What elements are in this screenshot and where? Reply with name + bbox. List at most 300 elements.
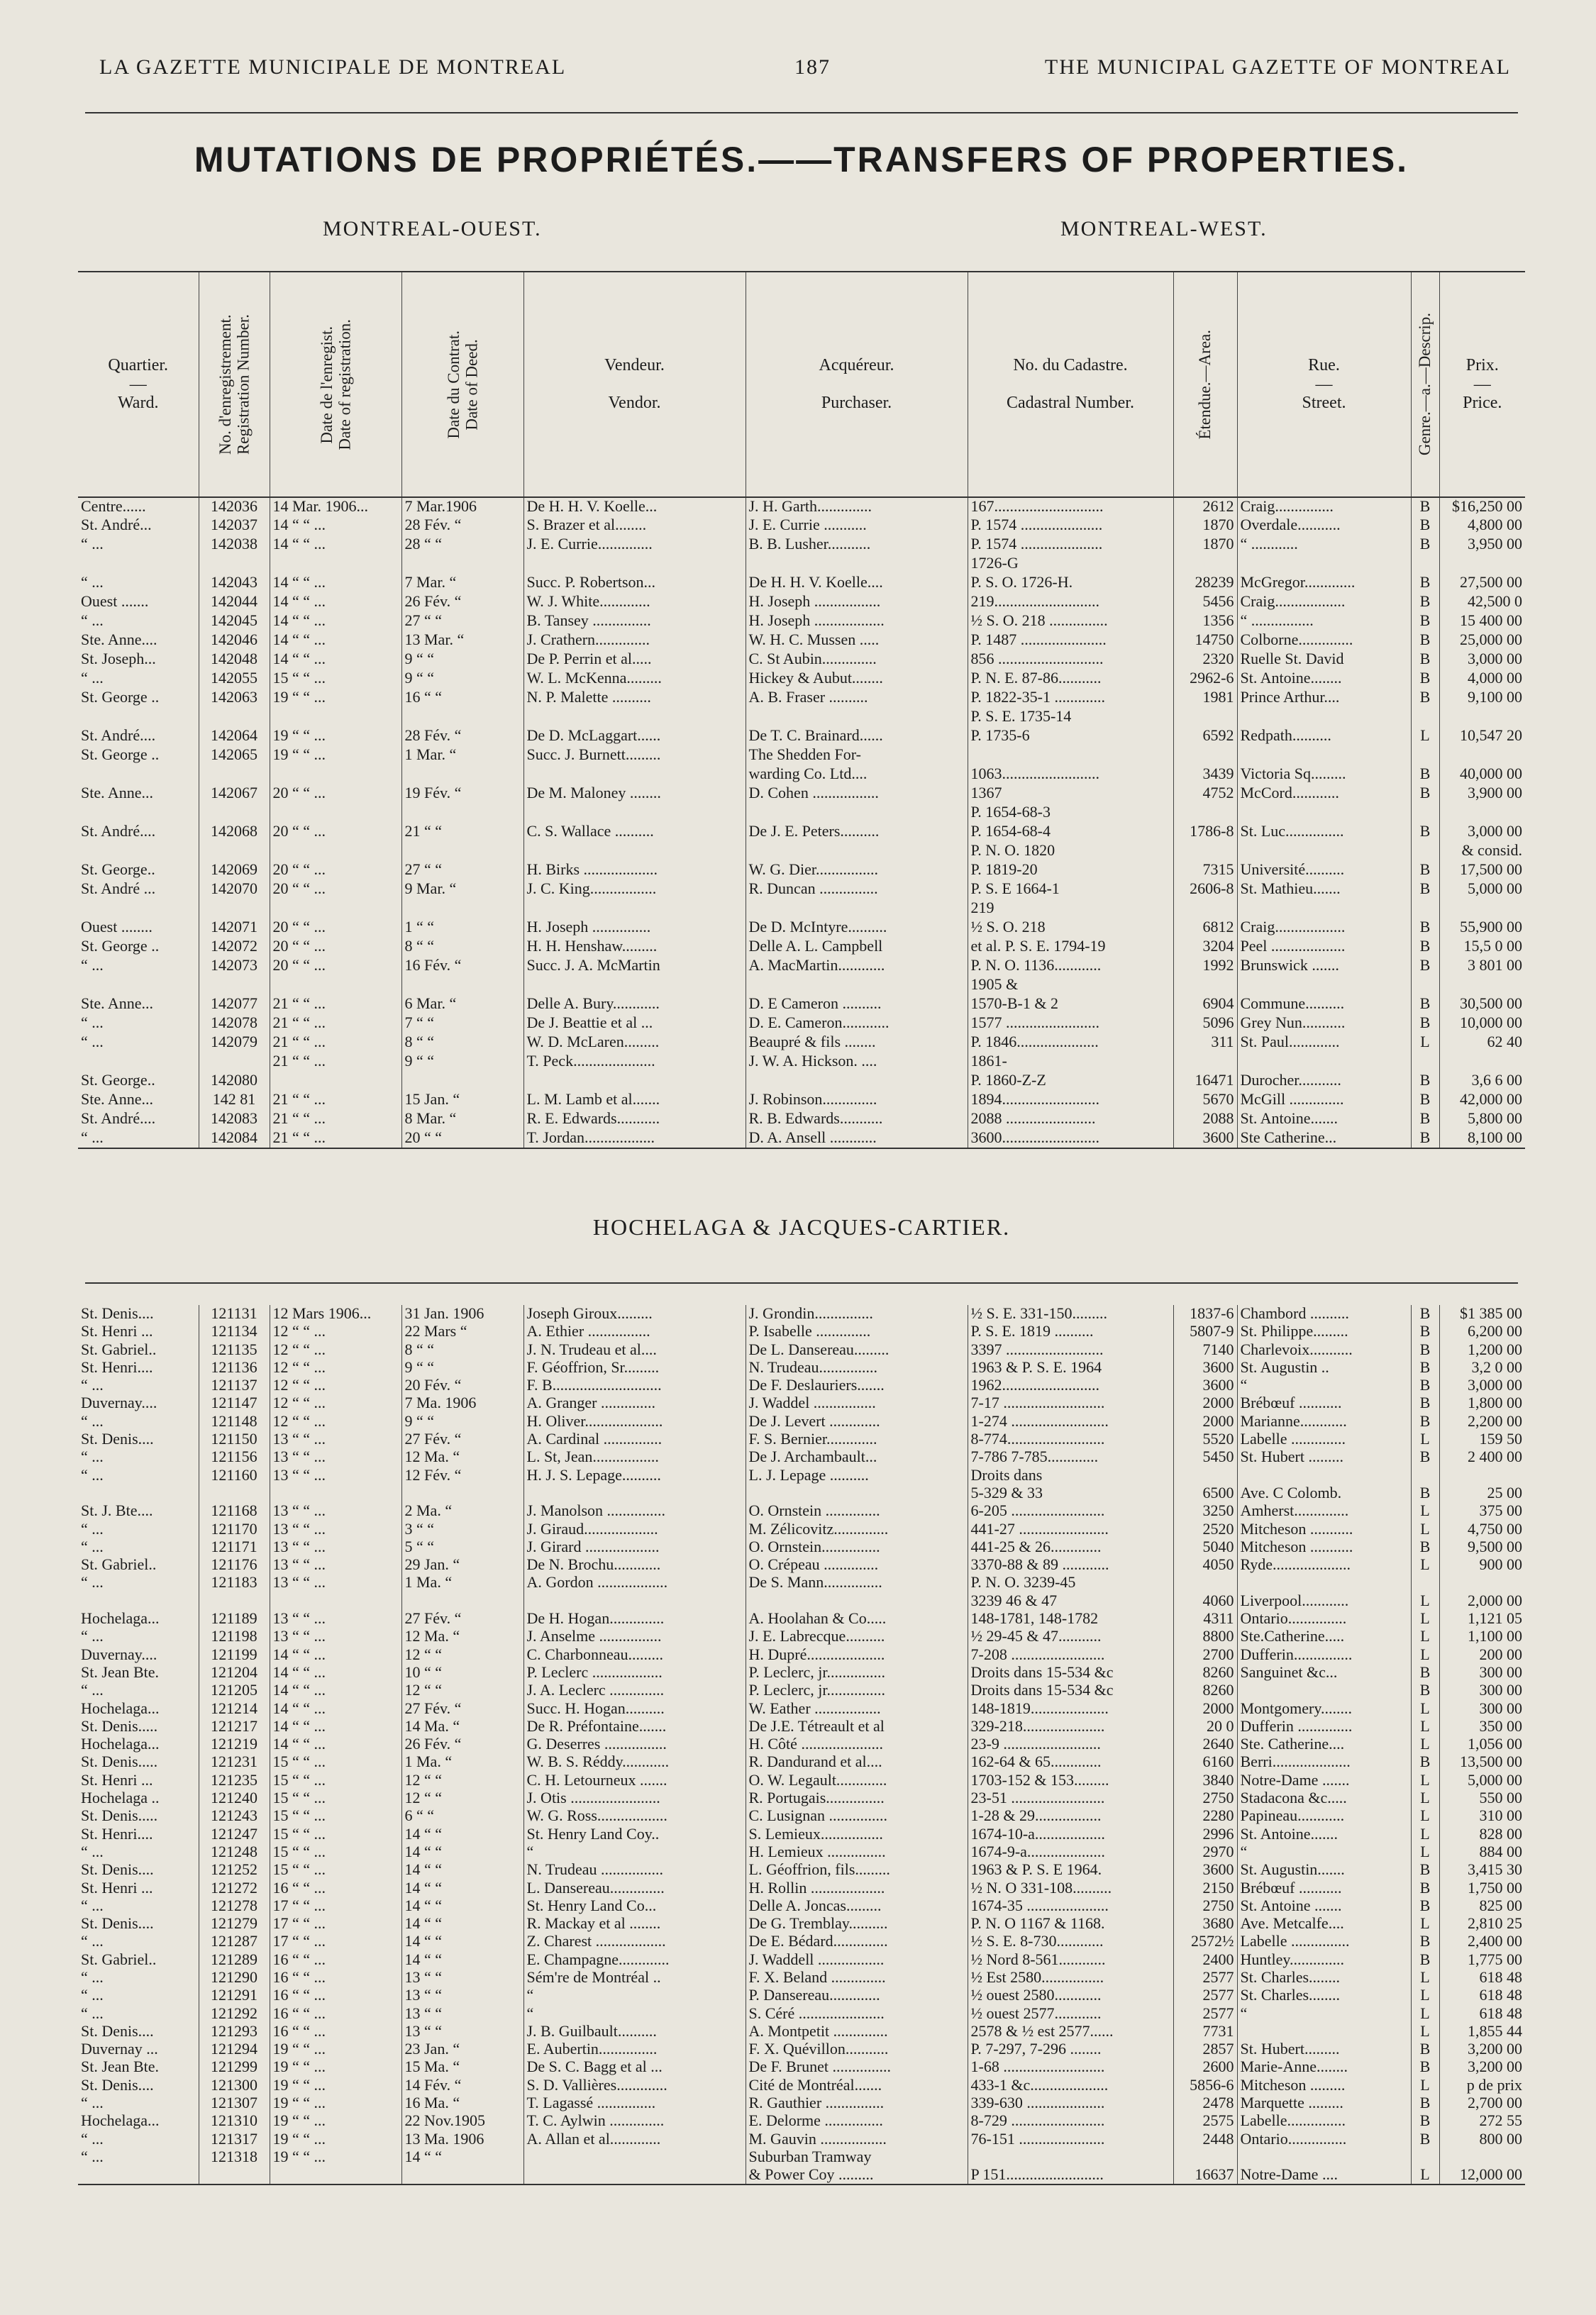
cell-cadastral-number: ½ S. E. 331-150.........	[968, 1305, 1173, 1323]
cell-cadastral-number: 2578 & ½ est 2577......	[968, 2023, 1173, 2041]
cell-street: “	[1237, 1843, 1411, 1861]
col-deed-date: Date du Contrat. Date of Deed.	[401, 272, 523, 497]
cell-registration-number: 121170	[199, 1521, 270, 1538]
cell-price: 9,100 00	[1439, 689, 1525, 708]
cell-cadastral-number: 3370-88 & 89 ............	[968, 1556, 1173, 1574]
cell-description: B	[1411, 689, 1439, 708]
cell-purchaser: J. W. A. Hickson. ....	[746, 1053, 968, 1072]
cell-registration-number: 121289	[199, 1951, 270, 1969]
cell-street: Mitcheson ...........	[1237, 1521, 1411, 1538]
cell-price: 17,500 00	[1439, 861, 1525, 880]
table-row	[78, 1843, 1525, 1861]
cell-cadastral-number: 1-274 .........................	[968, 1413, 1173, 1431]
cell-price: 13,500 00	[1439, 1753, 1525, 1771]
cell-deed-date: 2 Ma. “	[401, 1502, 523, 1520]
cell-description: L	[1411, 1521, 1439, 1538]
cell-purchaser: De J. Levert .............	[746, 1413, 968, 1431]
cell-price: 3,200 00	[1439, 2041, 1525, 2058]
cell-deed-date: 22 Mars “	[401, 1323, 523, 1340]
cell-description: B	[1411, 574, 1439, 593]
cell-area: 2577	[1173, 2005, 1237, 2023]
cell-registration-number: 142063	[199, 689, 270, 708]
cell-description: B	[1411, 861, 1439, 880]
cell-price: 2,200 00	[1439, 1413, 1525, 1431]
table-row	[78, 880, 1525, 899]
table-row	[78, 1484, 1525, 1502]
table-row	[78, 516, 1525, 535]
table-row	[78, 899, 1525, 918]
cell-area: 5520	[1173, 1431, 1237, 1448]
cell-purchaser: Cité de Montréal.......	[746, 2077, 968, 2094]
cell-street: St. Hubert .........	[1237, 1448, 1411, 1466]
cell-vendor: C. Charbonneau.........	[523, 1646, 746, 1664]
cell-deed-date: 14 “ “	[401, 1861, 523, 1879]
cell-street: Grey Nun...........	[1237, 1014, 1411, 1033]
cell-price: 42,000 00	[1439, 1091, 1525, 1110]
cell-area: 3250	[1173, 1502, 1237, 1520]
cell-purchaser: L. Géoffrion, fils.........	[746, 1861, 968, 1879]
cell-description: B	[1411, 1484, 1439, 1502]
cell-vendor	[523, 1072, 746, 1091]
cell-ward: “ ...	[81, 1574, 104, 1592]
cell-deed-date	[401, 842, 523, 861]
cell-area: 3600	[1173, 1377, 1237, 1394]
cell-cadastral-number: 167............................	[968, 497, 1173, 516]
cell-cadastral-number: 1962.........................	[968, 1377, 1173, 1394]
cell-deed-date: 14 “ “	[401, 1897, 523, 1915]
cell-area: 2750	[1173, 1789, 1237, 1807]
cell-registration-date: 19 “ “ ...	[270, 2112, 401, 2130]
cell-price: 3,950 00	[1439, 535, 1525, 555]
cell-street: Mitcheson .........	[1237, 2077, 1411, 2094]
cell-street	[1237, 1053, 1411, 1072]
cell-deed-date: 9 “ “	[401, 670, 523, 689]
cell-street: Sanguinet &c...	[1237, 1664, 1411, 1682]
cell-street: Notre-Dame ....	[1237, 2166, 1411, 2184]
cell-registration-number: 121248	[199, 1843, 270, 1861]
cell-street: Berri....................	[1237, 1753, 1411, 1771]
cell-vendor: S. D. Vallières.............	[523, 2077, 746, 2094]
cell-ward: St. George ..	[81, 689, 160, 706]
cell-vendor: De H. H. V. Koelle...	[523, 497, 746, 516]
cell-area: 311	[1173, 1033, 1237, 1053]
cell-ward: St. Henri....	[81, 1825, 153, 1843]
cell-registration-date: 20 “ “ ...	[270, 861, 401, 880]
cell-price: 2,000 00	[1439, 1592, 1525, 1610]
cell-price: 550 00	[1439, 1789, 1525, 1807]
cell-registration-number: 142070	[199, 880, 270, 899]
cell-purchaser: P. Leclerc, jr...............	[746, 1664, 968, 1682]
cell-price: 4,750 00	[1439, 1521, 1525, 1538]
cell-area: 1992	[1173, 957, 1237, 976]
cell-description: B	[1411, 535, 1439, 555]
cell-ward: “ ...	[81, 1843, 104, 1860]
transfers-table-montreal-west	[78, 271, 1525, 1149]
table-row	[78, 1502, 1525, 1520]
cell-deed-date: 12 Ma. “	[401, 1628, 523, 1645]
cell-registration-date: 21 “ “ ...	[270, 995, 401, 1014]
cell-deed-date: 9 “ “	[401, 650, 523, 670]
cell-area: 2000	[1173, 1394, 1237, 1412]
cell-vendor: De N. Brochu............	[523, 1556, 746, 1574]
cell-price: 800 00	[1439, 2131, 1525, 2148]
cell-deed-date: 21 “ “	[401, 823, 523, 842]
cell-street: Papineau............	[1237, 1807, 1411, 1825]
cell-description	[1411, 804, 1439, 823]
cell-ward	[78, 1484, 199, 1502]
cell-purchaser: D. E. Cameron............	[746, 1014, 968, 1033]
cell-registration-number: 121240	[199, 1789, 270, 1807]
table-row	[78, 804, 1525, 823]
cell-cadastral-number: 1894.........................	[968, 1091, 1173, 1110]
cell-cadastral-number: ½ ouest 2580............	[968, 1987, 1173, 2004]
table-row	[78, 1129, 1525, 1148]
cell-description: B	[1411, 765, 1439, 784]
table-row	[78, 1359, 1525, 1377]
cell-price: 27,500 00	[1439, 574, 1525, 593]
cell-vendor: Succ. H. Hogan..........	[523, 1700, 746, 1718]
cell-ward: Ouest ........	[81, 918, 153, 936]
table-row	[78, 1556, 1525, 1574]
cell-deed-date: 6 “ “	[401, 1807, 523, 1825]
cell-description: L	[1411, 2166, 1439, 2184]
cell-price: 1,121 05	[1439, 1610, 1525, 1628]
cell-deed-date: 9 “ “	[401, 1359, 523, 1377]
cell-registration-date: 13 “ “ ...	[270, 1610, 401, 1628]
cell-cadastral-number: 7-17 ..........................	[968, 1394, 1173, 1412]
cell-registration-date: 20 “ “ ...	[270, 880, 401, 899]
cell-cadastral-number: 3397 .........................	[968, 1341, 1173, 1359]
cell-street	[1237, 708, 1411, 727]
table-row	[78, 535, 1525, 555]
cell-street	[1237, 2148, 1411, 2166]
cell-price: 30,500 00	[1439, 995, 1525, 1014]
cell-ward: St. Denis.....	[81, 1807, 158, 1825]
cell-vendor: St. Henry Land Coy..	[523, 1826, 746, 1843]
cell-price: 9,500 00	[1439, 1538, 1525, 1556]
cell-price: 10,547 20	[1439, 727, 1525, 746]
cell-area: 2996	[1173, 1826, 1237, 1843]
cell-vendor: N. P. Malette ..........	[523, 689, 746, 708]
cell-cadastral-number	[968, 2148, 1173, 2166]
cell-registration-number: 121217	[199, 1718, 270, 1736]
cell-registration-date	[270, 555, 401, 574]
cell-street: Peel ...................	[1237, 938, 1411, 957]
cell-registration-date: 16 “ “ ...	[270, 2023, 401, 2041]
cell-cadastral-number: 441-25 & 26.............	[968, 1538, 1173, 1556]
cell-price: 15,5 0 00	[1439, 938, 1525, 957]
cell-description	[1411, 1574, 1439, 1592]
cell-area: 3600	[1173, 1359, 1237, 1377]
cell-vendor: A. Granger ..............	[523, 1394, 746, 1412]
cell-purchaser: De J.E. Tétreault et al	[746, 1718, 968, 1736]
cell-ward: Duvernay....	[81, 1394, 157, 1412]
cell-cadastral-number: 1861-	[968, 1053, 1173, 1072]
table-row	[78, 784, 1525, 804]
table-row	[78, 1880, 1525, 1897]
cell-street: Chambord ..........	[1237, 1305, 1411, 1323]
cell-vendor	[523, 842, 746, 861]
cell-ward	[78, 1053, 199, 1072]
cell-registration-number: 121231	[199, 1753, 270, 1771]
section-title-hochelaga: HOCHELAGA & JACQUES-CARTIER.	[592, 1214, 1011, 1240]
cell-cadastral-number: ½ ouest 2577............	[968, 2005, 1173, 2023]
cell-price: 5,000 00	[1439, 1772, 1525, 1789]
cell-street: St. Paul.............	[1237, 1033, 1411, 1053]
cell-price	[1439, 555, 1525, 574]
cell-area	[1173, 746, 1237, 765]
cell-vendor: W. D. McLaren.........	[523, 1033, 746, 1053]
cell-area: 5807-9	[1173, 1323, 1237, 1340]
cell-description: B	[1411, 1110, 1439, 1129]
cell-purchaser: J. Robinson..............	[746, 1091, 968, 1110]
cell-ward: Hochelaga...	[81, 1610, 160, 1628]
cell-vendor: N. Trudeau ................	[523, 1861, 746, 1879]
cell-cadastral-number: P. N. O. 3239-45	[968, 1574, 1173, 1592]
table-row	[78, 1538, 1525, 1556]
cell-vendor: H. J. S. Lepage..........	[523, 1467, 746, 1484]
cell-registration-number: 142069	[199, 861, 270, 880]
cell-registration-number: 142079	[199, 1033, 270, 1053]
cell-registration-number: 121131	[199, 1305, 270, 1323]
cell-area	[1173, 708, 1237, 727]
table-row	[78, 2094, 1525, 2112]
table-row	[78, 631, 1525, 650]
cell-registration-date: 15 “ “ ...	[270, 1807, 401, 1825]
cell-description	[1411, 842, 1439, 861]
cell-ward: St. Denis....	[81, 1915, 154, 1933]
cell-purchaser	[746, 842, 968, 861]
cell-cadastral-number: P. S. E 1664-1	[968, 880, 1173, 899]
cell-price	[1439, 1467, 1525, 1484]
cell-price: 2,400 00	[1439, 1933, 1525, 1950]
cell-area: 3439	[1173, 765, 1237, 784]
table-row	[78, 2131, 1525, 2148]
cell-vendor: Succ. P. Robertson...	[523, 574, 746, 593]
table-row	[78, 861, 1525, 880]
cell-street: Dufferin...............	[1237, 1646, 1411, 1664]
cell-registration-number	[199, 1592, 270, 1610]
cell-registration-number: 121307	[199, 2094, 270, 2112]
cell-ward: “ ...	[78, 1129, 199, 1148]
cell-vendor: B. Tansey ...............	[523, 612, 746, 631]
cell-area: 7140	[1173, 1341, 1237, 1359]
table-row	[78, 1861, 1525, 1879]
cell-purchaser: M. Zélicovitz..............	[746, 1521, 968, 1538]
cell-price: 618 48	[1439, 1969, 1525, 1987]
cell-cadastral-number: 3600.........................	[968, 1129, 1173, 1148]
cell-purchaser: L. J. Lepage ..........	[746, 1467, 968, 1484]
cell-cadastral-number: P. 7-297, 7-296 ........	[968, 2041, 1173, 2058]
cell-vendor: W. B. S. Réddy............	[523, 1753, 746, 1771]
cell-registration-number: 121189	[199, 1610, 270, 1628]
cell-description: B	[1411, 2112, 1439, 2130]
cell-street: Labelle ...............	[1237, 1933, 1411, 1950]
cell-vendor: L. M. Lamb et al.......	[523, 1091, 746, 1110]
cell-purchaser: Delle A. Joncas.........	[746, 1897, 968, 1915]
cell-deed-date: 13 “ “	[401, 1987, 523, 2004]
cell-purchaser: S. Lemieux................	[746, 1826, 968, 1843]
cell-area: 2478	[1173, 2094, 1237, 2112]
cell-area: 7731	[1173, 2023, 1237, 2041]
cell-purchaser: H. Joseph .................	[746, 593, 968, 612]
cell-purchaser	[746, 804, 968, 823]
cell-area: 2520	[1173, 1521, 1237, 1538]
cell-deed-date: 7 Mar. “	[401, 574, 523, 593]
table-row	[78, 1521, 1525, 1538]
cell-deed-date: 9 Mar. “	[401, 880, 523, 899]
cell-description: B	[1411, 1413, 1439, 1431]
cell-ward: “ ...	[81, 1377, 104, 1394]
cell-registration-number: 142065	[199, 746, 270, 765]
cell-vendor	[523, 1484, 746, 1502]
cell-deed-date: 12 “ “	[401, 1772, 523, 1789]
cell-purchaser: E. Delorme ...............	[746, 2112, 968, 2130]
cell-registration-date: 19 “ “ ...	[270, 2077, 401, 2094]
cell-vendor: H. H. Henshaw.........	[523, 938, 746, 957]
cell-cadastral-number: Droits dans 15-534 &c	[968, 1682, 1173, 1699]
cell-purchaser: R. Gauthier ...............	[746, 2094, 968, 2112]
cell-price: 1,056 00	[1439, 1736, 1525, 1753]
cell-vendor: E. Aubertin...............	[523, 2041, 746, 2058]
cell-price: 3,000 00	[1439, 823, 1525, 842]
cell-ward: St. Gabriel..	[81, 1340, 157, 1358]
cell-purchaser: O. Crépeau ..............	[746, 1556, 968, 1574]
cell-registration-number: 121134	[199, 1323, 270, 1340]
cell-street: St. Charles........	[1237, 1987, 1411, 2004]
cell-registration-date: 14 “ “ ...	[270, 535, 401, 555]
cell-street	[1237, 804, 1411, 823]
cell-ward: “ ...	[81, 670, 104, 687]
cell-deed-date: 1 Ma. “	[401, 1574, 523, 1592]
cell-deed-date: 12 “ “	[401, 1682, 523, 1699]
cell-registration-date: 13 “ “ ...	[270, 1502, 401, 1520]
cell-description: L	[1411, 1987, 1439, 2004]
cell-purchaser: J. Waddell .................	[746, 1951, 968, 1969]
cell-cadastral-number: 441-27 .......................	[968, 1521, 1173, 1538]
cell-registration-date: 17 “ “ ...	[270, 1897, 401, 1915]
cell-registration-number: 121214	[199, 1700, 270, 1718]
cell-purchaser: C. Lusignan ...............	[746, 1807, 968, 1825]
col-ward: Quartier. — Ward.	[78, 272, 199, 497]
cell-purchaser: F. X. Quévillon...........	[746, 2041, 968, 2058]
table-row	[78, 2112, 1525, 2130]
cell-deed-date: 29 Jan. “	[401, 1556, 523, 1574]
cell-description: L	[1411, 1826, 1439, 1843]
cell-area: 3600	[1173, 1129, 1237, 1148]
cell-ward: St. André....	[81, 823, 156, 840]
cell-vendor: Joseph Giroux.........	[523, 1305, 746, 1323]
cell-purchaser	[746, 708, 968, 727]
cell-deed-date: 14 “ “	[401, 1880, 523, 1897]
cell-price: 4,800 00	[1439, 516, 1525, 535]
cell-description: L	[1411, 1789, 1439, 1807]
cell-registration-date: 13 “ “ ...	[270, 1574, 401, 1592]
cell-registration-date: 12 “ “ ...	[270, 1377, 401, 1394]
cell-registration-number	[199, 555, 270, 574]
cell-registration-number: 142071	[199, 918, 270, 938]
cell-purchaser	[746, 555, 968, 574]
cell-price: 900 00	[1439, 1556, 1525, 1574]
cell-description: L	[1411, 1431, 1439, 1448]
cell-cadastral-number: 1570-B-1 & 2	[968, 995, 1173, 1014]
cell-ward: St. Denis....	[81, 1305, 154, 1322]
cell-area	[1173, 1467, 1237, 1484]
table-row	[78, 1700, 1525, 1718]
cell-price: 300 00	[1439, 1700, 1525, 1718]
cell-vendor: T. Jordan..................	[523, 1129, 746, 1148]
cell-cadastral-number: 5-329 & 33	[968, 1484, 1173, 1502]
cell-vendor: De H. Hogan..............	[523, 1610, 746, 1628]
cell-registration-date: 20 “ “ ...	[270, 784, 401, 804]
cell-purchaser: & Power Coy .........	[746, 2166, 968, 2184]
cell-street: Commune..........	[1237, 995, 1411, 1014]
cell-registration-number: 121235	[199, 1772, 270, 1789]
cell-area: 2700	[1173, 1646, 1237, 1664]
cell-purchaser: R. Portugais...............	[746, 1789, 968, 1807]
cell-registration-number: 121252	[199, 1861, 270, 1879]
cell-ward: “ ...	[81, 2130, 104, 2148]
cell-vendor: “	[523, 1843, 746, 1861]
cell-vendor	[523, 1592, 746, 1610]
cell-purchaser: H. Rollin ...................	[746, 1880, 968, 1897]
table-row	[78, 1574, 1525, 1592]
table-row	[78, 1718, 1525, 1736]
cell-registration-number: 121205	[199, 1682, 270, 1699]
cell-ward: “ ...	[81, 1933, 104, 1950]
cell-street: Labelle ..............	[1237, 1431, 1411, 1448]
cell-cadastral-number: 6-205 ........................	[968, 1502, 1173, 1520]
cell-ward: Ste. Anne...	[81, 784, 154, 801]
cell-cadastral-number: 219	[968, 899, 1173, 918]
cell-description: B	[1411, 1448, 1439, 1466]
cell-purchaser: H. Côté .....................	[746, 1736, 968, 1753]
cell-description: B	[1411, 1682, 1439, 1699]
cell-cadastral-number: P. S. E. 1819 ..........	[968, 1323, 1173, 1340]
cell-description: L	[1411, 2023, 1439, 2041]
cell-vendor	[523, 2166, 746, 2184]
cell-registration-date: 12 “ “ ...	[270, 1323, 401, 1340]
cell-price: $16,250 00	[1439, 497, 1525, 516]
cell-deed-date: 27 “ “	[401, 612, 523, 631]
cell-registration-date: 19 “ “ ...	[270, 2131, 401, 2148]
cell-registration-date: 14 “ “ ...	[270, 516, 401, 535]
col-vendor: Vendeur. Vendor.	[523, 272, 746, 497]
cell-deed-date: 15 Ma. “	[401, 2058, 523, 2076]
cell-registration-number: 121148	[199, 1413, 270, 1431]
cell-purchaser: A. Montpetit ..............	[746, 2023, 968, 2041]
cell-deed-date: 13 “ “	[401, 2005, 523, 2023]
cell-purchaser: B. B. Lusher...........	[746, 535, 968, 555]
cell-cadastral-number: 1963 & P. S. E. 1964	[968, 1359, 1173, 1377]
table-row	[78, 574, 1525, 593]
table-row	[78, 727, 1525, 746]
cell-deed-date: 14 Fév. “	[401, 2077, 523, 2094]
cell-deed-date: 14 Ma. “	[401, 1718, 523, 1736]
table-body	[78, 497, 1525, 1148]
cell-vendor: Succ. J. A. McMartin	[523, 957, 746, 976]
cell-deed-date: 27 Fév. “	[401, 1610, 523, 1628]
cell-area: 3204	[1173, 938, 1237, 957]
table-row	[78, 1789, 1525, 1807]
cell-street: Ontario...............	[1237, 2131, 1411, 2148]
cell-cadastral-number: 1577 ........................	[968, 1014, 1173, 1033]
cell-area: 6812	[1173, 918, 1237, 938]
cell-street: Ryde....................	[1237, 1556, 1411, 1574]
cell-description	[1411, 899, 1439, 918]
cell-area: 20 0	[1173, 1718, 1237, 1736]
cell-area: 5670	[1173, 1091, 1237, 1110]
